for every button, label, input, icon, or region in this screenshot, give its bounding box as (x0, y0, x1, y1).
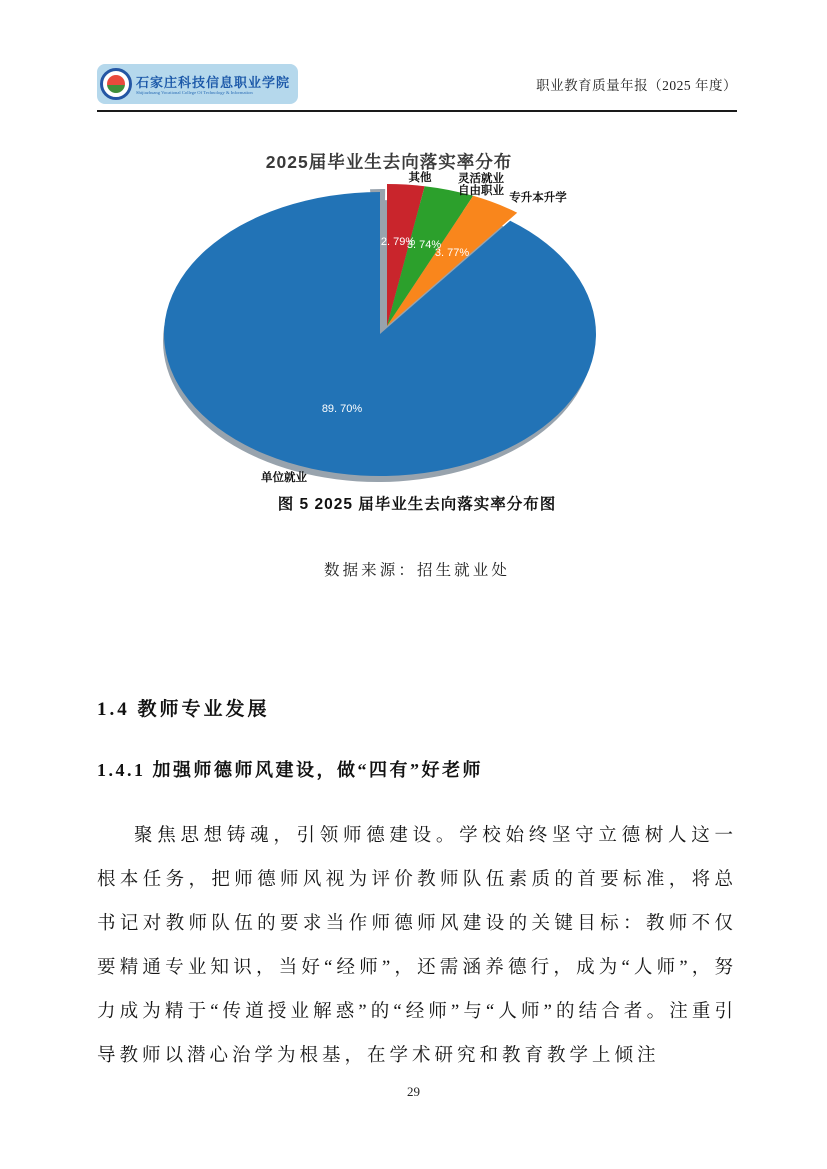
pie-category-label: 专升本升学 (509, 192, 567, 204)
data-source-note: 数据来源：招生就业处 (323, 562, 510, 579)
college-name-cn: 石家庄科技信息职业学院 (136, 75, 291, 90)
page-header (97, 58, 737, 112)
pie-percent-label: 3. 74% (406, 239, 442, 251)
page-number: 29 (407, 1084, 420, 1099)
college-name-en: Shijiazhuang Vocational College Of Technology & Information (136, 91, 253, 96)
logo-text (136, 72, 290, 96)
college-logo (97, 64, 298, 104)
figure-caption: 图 5 2025 届毕业生去向落实率分布图 (277, 496, 557, 513)
pie-category-label: 灵活就业自由职业 (458, 173, 504, 197)
body-paragraph: 聚焦思想铸魂，引领师德建设。学校始终坚守立德树人这一根本任务，把师德师风视为评价教师队伍素质的首要标准，将总书记对教师队伍的要求当作师德师风建设的关键目标：教师不仅要精通专业知识，当好“经师”，还需涵养德行，成为“人师”，努力成为精于“传道授业解惑”的“经师”与“人师”的结合者。注重引导教师以潜心治学为根基，在学术研究和教育教学上倾注 (97, 826, 737, 1066)
report-title: 职业教育质量年报（2025 年度） (536, 78, 737, 93)
pie-category-label: 其他 (408, 172, 432, 184)
pie-category-label: 单位就业 (261, 472, 307, 484)
pie-chart (136, 128, 646, 488)
pie-percent-label: 3. 77% (434, 247, 470, 259)
chart-title: 2025届毕业生去向落实率分布 (265, 152, 513, 172)
pie-percent-label: 2. 79% (380, 236, 416, 248)
college-emblem-icon (100, 68, 132, 100)
pie-slice-3 (164, 192, 596, 476)
pie-chart-figure (136, 128, 646, 488)
pie-percent-label: 89. 70% (321, 403, 363, 415)
subsection-heading: 1.4.1 加强师德师风建设，做“四有”好老师 (97, 760, 483, 780)
section-heading: 1.4 教师专业发展 (97, 699, 270, 720)
